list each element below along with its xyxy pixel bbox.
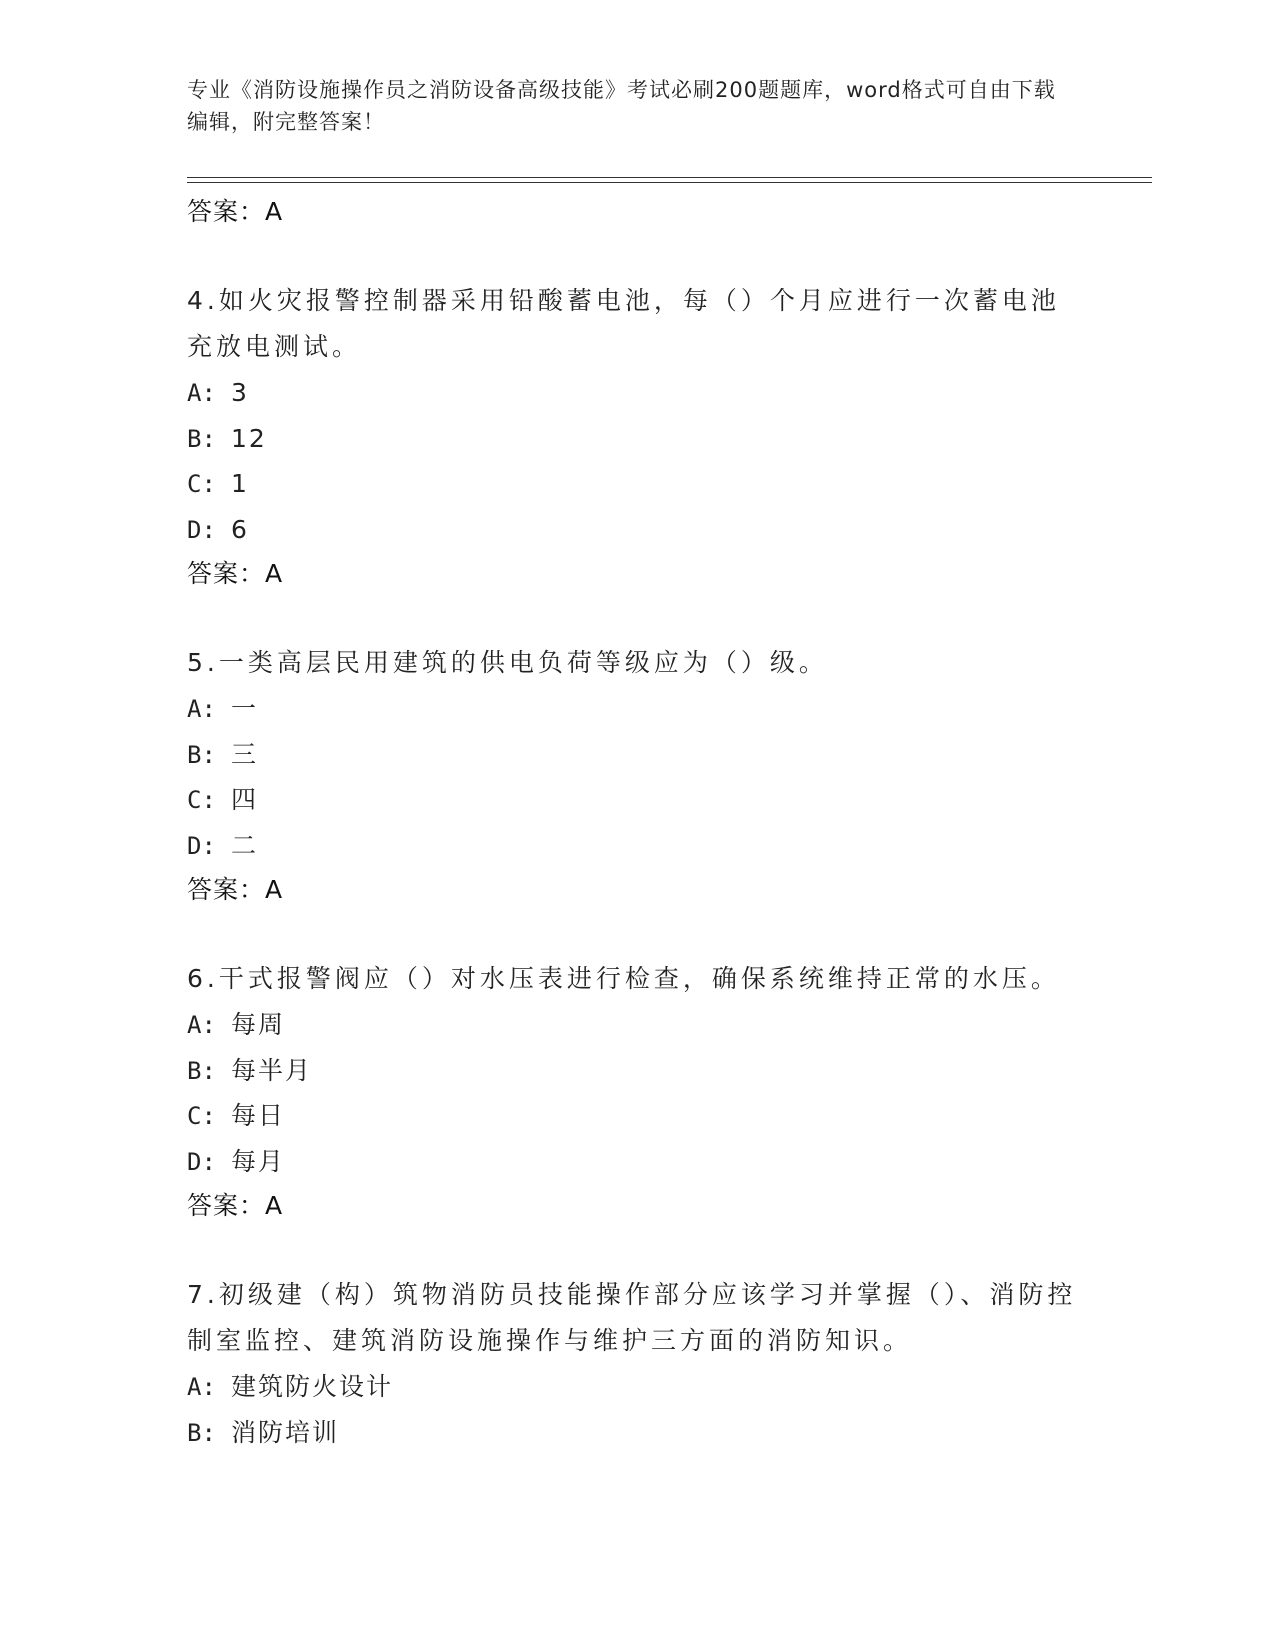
- option-text: 一: [231, 694, 259, 723]
- option-text: 四: [231, 785, 259, 814]
- option-row: [187, 1048, 1087, 1094]
- option-letter: A:: [187, 1011, 216, 1039]
- block-spacer: [187, 596, 1087, 640]
- option-letter: B:: [187, 1056, 216, 1085]
- option-letter: D:: [187, 831, 216, 860]
- question-text: 4.如火灾报警控制器采用铅酸蓄电池，每（）个月应进行一次蓄电池充放电测试。: [187, 286, 1060, 361]
- option-row: [187, 416, 1087, 462]
- option-text: 消防培训: [231, 1417, 340, 1447]
- question-text: 6.干式报警阀应（）对水压表进行检查，确保系统维持正常的水压。: [187, 964, 1060, 993]
- question-text: 7.初级建（构）筑物消防员技能操作部分应该学习并掌握（）、消防控制室监控、建筑消防设施操作与维护三方面的消防知识。: [187, 1280, 1077, 1355]
- option-row: [187, 1410, 1087, 1456]
- option-letter: D:: [187, 515, 216, 544]
- option-letter: A:: [187, 1373, 216, 1401]
- answer-line: [187, 190, 1087, 234]
- option-text: 3: [231, 378, 249, 407]
- option-row: [187, 1364, 1087, 1410]
- option-letter: C:: [187, 786, 216, 814]
- header-rule-top: [187, 177, 1152, 178]
- option-row: [187, 686, 1087, 732]
- option-text: 三: [231, 739, 259, 769]
- question-list: [187, 190, 1087, 1455]
- option-text: 每日: [231, 1101, 286, 1130]
- block-spacer: [187, 912, 1087, 956]
- answer-line: [187, 552, 1087, 596]
- answer-label: 答案：: [187, 1191, 266, 1220]
- option-letter: B:: [187, 740, 216, 769]
- option-letter: B:: [187, 424, 216, 453]
- option-row: [187, 461, 1087, 507]
- option-text: 每月: [231, 1146, 286, 1176]
- block-spacer: [187, 234, 1087, 278]
- option-letter: B:: [187, 1418, 216, 1447]
- option-row: [187, 370, 1087, 416]
- option-text: 12: [231, 423, 267, 453]
- option-letter: A:: [187, 695, 216, 723]
- answer-value: A: [265, 875, 284, 904]
- option-text: 1: [231, 469, 249, 498]
- option-text: 二: [231, 830, 259, 860]
- option-row: [187, 507, 1087, 553]
- option-row: [187, 1093, 1087, 1139]
- answer-value: A: [265, 1191, 284, 1220]
- option-text: 每周: [231, 1010, 286, 1039]
- answer-label: 答案：: [187, 559, 266, 588]
- option-text: 6: [231, 514, 249, 544]
- header-rule-bottom: [187, 182, 1152, 183]
- option-letter: A:: [187, 379, 216, 407]
- answer-value: A: [265, 197, 284, 226]
- option-text: 建筑防火设计: [231, 1372, 394, 1401]
- answer-line: [187, 868, 1087, 912]
- option-row: [187, 1002, 1087, 1048]
- question-text: 5.一类高层民用建筑的供电负荷等级应为（）级。: [187, 648, 828, 677]
- document-header: 专业《消防设施操作员之消防设备高级技能》考试必刷200题题库，word格式可自由下载编辑，附完整答案！: [187, 78, 1056, 134]
- option-row: [187, 823, 1087, 869]
- option-text: 每半月: [231, 1055, 313, 1085]
- block-spacer: [187, 1228, 1087, 1272]
- answer-line: [187, 1184, 1087, 1228]
- option-letter: D:: [187, 1147, 216, 1176]
- option-row: [187, 732, 1087, 778]
- answer-label: 答案：: [187, 197, 266, 226]
- answer-label: 答案：: [187, 875, 266, 904]
- option-row: [187, 1139, 1087, 1185]
- option-row: [187, 777, 1087, 823]
- option-letter: C:: [187, 470, 216, 498]
- option-letter: C:: [187, 1102, 216, 1130]
- answer-value: A: [265, 559, 284, 588]
